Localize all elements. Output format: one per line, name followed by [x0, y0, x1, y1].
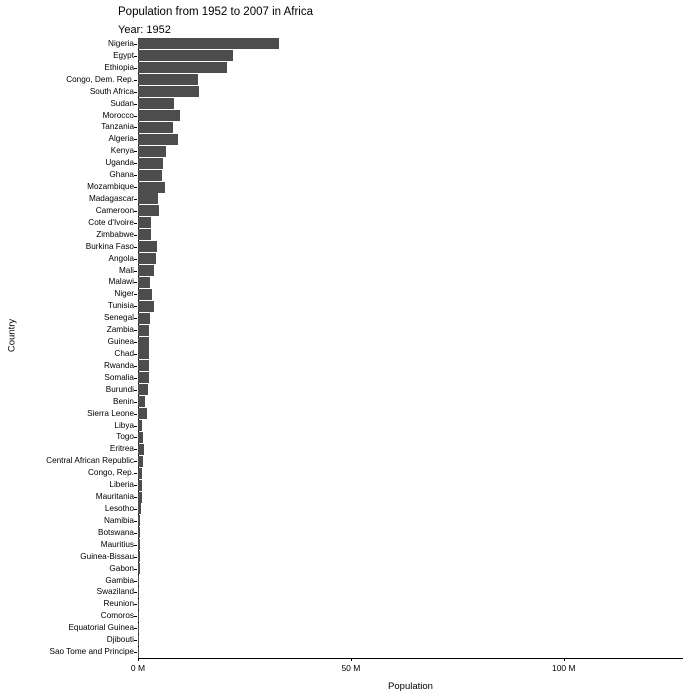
y-tick-mark [134, 533, 137, 534]
y-axis-label: Mauritius [100, 539, 134, 549]
y-axis-label: Ghana [109, 170, 134, 180]
y-tick-mark [134, 187, 137, 188]
bar [138, 480, 142, 491]
bar [138, 50, 233, 61]
bar [138, 420, 142, 431]
y-tick-mark [134, 56, 137, 57]
y-tick-mark [134, 581, 137, 582]
y-axis-label: Morocco [102, 110, 134, 120]
bar [138, 110, 180, 121]
bar [138, 193, 158, 204]
x-axis-label: 0 M [130, 663, 146, 673]
y-axis-label: Angola [108, 253, 134, 263]
y-axis-label: Chad [114, 348, 134, 358]
y-axis-label: Liberia [109, 480, 134, 490]
bar-series [138, 38, 683, 658]
bar [138, 611, 139, 622]
bar [138, 253, 156, 264]
y-tick-mark [134, 628, 137, 629]
bar [138, 432, 143, 443]
y-tick-mark [134, 545, 137, 546]
y-tick-mark [134, 521, 137, 522]
bar [138, 74, 198, 85]
y-axis-label: Zimbabwe [96, 229, 134, 239]
y-tick-mark [134, 640, 137, 641]
y-axis-label: Djibouti [106, 635, 134, 645]
y-tick-mark [134, 294, 137, 295]
bar [138, 456, 143, 467]
y-tick-mark [134, 652, 137, 653]
y-axis-label: Botswana [98, 527, 134, 537]
bar [138, 205, 159, 216]
y-axis-label: Tanzania [101, 122, 134, 132]
bar [138, 635, 139, 646]
x-tick-mark [138, 658, 139, 661]
y-axis-label: Sao Tome and Principe [49, 647, 134, 657]
y-tick-mark [134, 557, 137, 558]
y-tick-mark [134, 402, 137, 403]
bar [138, 468, 142, 479]
y-axis-label: Mauritania [95, 492, 134, 502]
bar [138, 38, 279, 49]
y-axis-label: Senegal [103, 313, 134, 323]
bar [138, 360, 149, 371]
y-tick-mark [134, 116, 137, 117]
y-axis-label: Comoros [100, 611, 134, 621]
y-axis-label: Congo, Dem. Rep. [66, 74, 134, 84]
y-tick-mark [134, 354, 137, 355]
y-tick-mark [134, 330, 137, 331]
y-axis-label: Swaziland [96, 587, 134, 597]
y-axis-label: Eritrea [109, 444, 134, 454]
y-axis-label: Reunion [103, 599, 134, 609]
chart-title: Population from 1952 to 2007 in Africa [118, 6, 313, 18]
y-axis-label: Guinea-Bissau [80, 551, 134, 561]
bar [138, 503, 141, 514]
y-tick-mark [134, 497, 137, 498]
y-axis-label: South Africa [89, 86, 134, 96]
bar [138, 348, 149, 359]
y-tick-mark [134, 80, 137, 81]
bar [138, 492, 142, 503]
y-tick-mark [134, 247, 137, 248]
y-axis-label: Gabon [109, 563, 134, 573]
y-tick-mark [134, 151, 137, 152]
bar [138, 62, 227, 73]
y-axis-label: Cote d'Ivoire [88, 217, 134, 227]
y-axis-label: Tunisia [107, 301, 134, 311]
bar [138, 158, 163, 169]
y-tick-mark [134, 235, 137, 236]
y-tick-mark [134, 211, 137, 212]
y-tick-mark [134, 271, 137, 272]
bar [138, 337, 149, 348]
y-axis-label: Uganda [105, 158, 134, 168]
y-axis-label: Central African Republic [46, 456, 134, 466]
y-tick-mark [134, 604, 137, 605]
bar [138, 587, 139, 598]
y-tick-mark [134, 92, 137, 93]
y-axis-label: Libya [114, 420, 134, 430]
bar [138, 539, 140, 550]
y-tick-mark [134, 259, 137, 260]
x-axis-label: 100 M [551, 663, 576, 673]
x-tick-mark [564, 658, 565, 661]
y-axis-label: Egypt [113, 50, 134, 60]
bar [138, 599, 139, 610]
y-tick-mark [134, 342, 137, 343]
y-axis-label: Somalia [104, 372, 134, 382]
y-tick-mark [134, 378, 137, 379]
bar [138, 122, 173, 133]
y-axis-label: Burundi [105, 384, 134, 394]
bar [138, 444, 144, 455]
y-tick-mark [134, 223, 137, 224]
bar [138, 408, 147, 419]
bar [138, 134, 178, 145]
bar [138, 623, 139, 634]
bar [138, 372, 149, 383]
y-tick-mark [134, 569, 137, 570]
bar [138, 170, 162, 181]
y-axis-label: Guinea [107, 337, 134, 347]
y-axis-label: Gambia [105, 575, 134, 585]
y-axis-label: Sierra Leone [87, 408, 134, 418]
bar [138, 325, 149, 336]
y-axis-label: Niger [114, 289, 134, 299]
bar [138, 515, 140, 526]
y-axis-label: Sudan [110, 98, 134, 108]
bar [138, 575, 139, 586]
y-tick-mark [134, 461, 137, 462]
bar [138, 313, 150, 324]
bar [138, 563, 140, 574]
y-axis-label: Rwanda [103, 360, 134, 370]
y-tick-mark [134, 426, 137, 427]
y-axis-title: Country [6, 318, 18, 353]
y-tick-mark [134, 306, 137, 307]
y-tick-mark [134, 473, 137, 474]
y-tick-mark [134, 437, 137, 438]
y-tick-mark [134, 366, 137, 367]
y-tick-mark [134, 282, 137, 283]
y-axis-label: Mali [118, 265, 134, 275]
bar [138, 265, 154, 276]
y-axis-label: Equatorial Guinea [68, 623, 134, 633]
bar [138, 384, 148, 395]
y-tick-mark [134, 390, 137, 391]
x-axis-title: Population [388, 681, 433, 692]
y-tick-mark [134, 414, 137, 415]
y-axis-label: Benin [113, 396, 134, 406]
y-tick-mark [134, 509, 137, 510]
y-tick-mark [134, 592, 137, 593]
y-tick-mark [134, 104, 137, 105]
bar [138, 289, 152, 300]
y-axis-label: Namibia [103, 515, 134, 525]
y-axis-label: Burkina Faso [85, 241, 134, 251]
y-axis-label: Cameroon [95, 205, 134, 215]
y-axis-label: Malawi [108, 277, 134, 287]
y-axis-label: Kenya [110, 146, 134, 156]
bar [138, 301, 154, 312]
y-tick-mark [134, 175, 137, 176]
y-tick-mark [134, 485, 137, 486]
bar [138, 182, 165, 193]
x-axis-label: 50 M [341, 663, 361, 673]
bar [138, 277, 150, 288]
bar [138, 396, 145, 407]
y-tick-mark [134, 139, 137, 140]
chart-subtitle: Year: 1952 [118, 24, 171, 36]
y-axis-label: Madagascar [88, 193, 134, 203]
y-tick-mark [134, 318, 137, 319]
bar [138, 98, 174, 109]
x-axis-ticks [130, 658, 683, 680]
y-tick-mark [134, 163, 137, 164]
bar [138, 647, 139, 658]
bar [138, 229, 151, 240]
y-axis-label: Togo [116, 432, 134, 442]
x-tick-mark [351, 658, 352, 661]
bar [138, 551, 140, 562]
y-tick-mark [134, 44, 137, 45]
y-axis-label: Nigeria [108, 38, 134, 48]
y-tick-mark [134, 199, 137, 200]
y-axis-label: Lesotho [104, 503, 134, 513]
y-axis-label: Congo, Rep. [88, 468, 134, 478]
y-axis-ticks [0, 38, 138, 658]
y-tick-mark [134, 127, 137, 128]
y-axis-label: Ethiopia [104, 62, 134, 72]
y-axis-label: Algeria [108, 134, 134, 144]
bar [138, 146, 166, 157]
bar [138, 527, 140, 538]
y-tick-mark [134, 449, 137, 450]
bar [138, 241, 157, 252]
bar [138, 86, 199, 97]
y-tick-mark [134, 616, 137, 617]
y-tick-mark [134, 68, 137, 69]
bar [138, 217, 151, 228]
y-axis-label: Mozambique [87, 182, 134, 192]
y-axis-label: Zambia [106, 325, 134, 335]
